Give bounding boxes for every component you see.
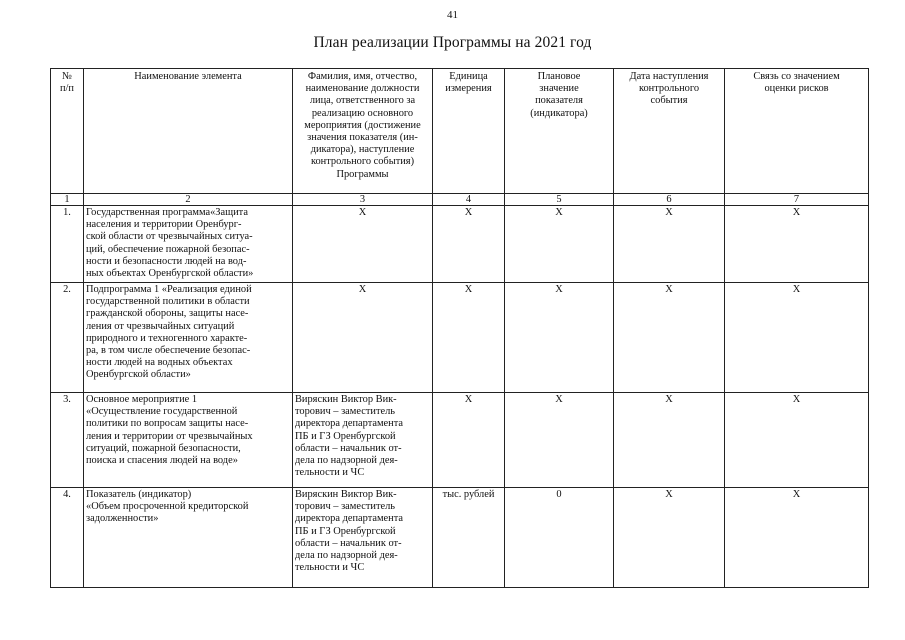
control-event-date: Х	[614, 283, 725, 393]
table-row	[51, 393, 869, 488]
column-number: 3	[293, 194, 433, 206]
control-event-date: Х	[614, 393, 725, 488]
unit-of-measure: Х	[433, 393, 505, 488]
header-element-name: Наименование элемента	[84, 69, 293, 194]
column-number: 1	[51, 194, 84, 206]
column-number: 4	[433, 194, 505, 206]
unit-of-measure: Х	[433, 206, 505, 283]
risk-link: Х	[725, 393, 869, 488]
control-event-date: Х	[614, 488, 725, 588]
table-header-row	[51, 69, 869, 194]
page-number: 41	[447, 9, 458, 21]
responsible-person: Х	[293, 283, 433, 393]
header-control-event-date: Дата наступления контрольного события	[614, 69, 725, 194]
table-row	[51, 488, 869, 588]
row-number: 2.	[51, 283, 84, 393]
risk-link: Х	[725, 206, 869, 283]
responsible-person: Виряскин Виктор Вик- торович – заместитель директора департамента ПБ и ГЗ Оренбургской области – начальник от- дела по надзорной дея- тельности и ЧС	[293, 488, 433, 588]
column-number: 5	[505, 194, 614, 206]
header-unit: Единица измерения	[433, 69, 505, 194]
planned-value: Х	[505, 393, 614, 488]
planned-value: Х	[505, 206, 614, 283]
responsible-person: Х	[293, 206, 433, 283]
column-number: 2	[84, 194, 293, 206]
page-title: План реализации Программы на 2021 год	[313, 34, 592, 51]
planned-value: Х	[505, 283, 614, 393]
table-row	[51, 206, 869, 283]
unit-of-measure: Х	[433, 283, 505, 393]
risk-link: Х	[725, 488, 869, 588]
risk-link: Х	[725, 283, 869, 393]
header-planned-value: Плановое значение показателя (индикатора)	[505, 69, 614, 194]
control-event-date: Х	[614, 206, 725, 283]
column-number: 7	[725, 194, 869, 206]
element-name: Государственная программа«Защита населения и территории Оренбург- ской области от чрезвычайных ситуа- ций, обеспечение пожарной безопас- ности и безопасности людей на вод- ных объектах Оренбургской области»	[84, 206, 293, 283]
plan-table	[50, 68, 869, 588]
row-number: 3.	[51, 393, 84, 488]
column-numbers-row	[51, 194, 869, 206]
column-number: 6	[614, 194, 725, 206]
responsible-person: Виряскин Виктор Вик- торович – заместитель директора департамента ПБ и ГЗ Оренбургской области – начальник от- дела по надзорной дея- тельности и ЧС	[293, 393, 433, 488]
header-number: № п/п	[51, 69, 84, 194]
unit-of-measure: тыс. рублей	[433, 488, 505, 588]
element-name: Показатель (индикатор) «Объем просроченной кредиторской задолженности»	[84, 488, 293, 588]
header-responsible-person: Фамилия, имя, отчество, наименование должности лица, ответственного за реализацию основного мероприятия (достижение значения показателя (ин- дикатора), наступление контрольного события) Программы	[293, 69, 433, 194]
header-risk-link: Связь со значением оценки рисков	[725, 69, 869, 194]
element-name: Подпрограмма 1 «Реализация единой государственной политики в области гражданской обороны, защиты насе- ления от чрезвычайных ситуаций природного и техногенного характе- ра, в том числе обеспечение безопас- ности людей на водных объектах Оренбургской области»	[84, 283, 293, 393]
element-name: Основное мероприятие 1 «Осуществление государственной политики по вопросам защиты насе- ления и территории от чрезвычайных ситуаций, пожарной безопасности, поиска и спасения людей на воде»	[84, 393, 293, 488]
planned-value: 0	[505, 488, 614, 588]
table-row	[51, 283, 869, 393]
row-number: 4.	[51, 488, 84, 588]
row-number: 1.	[51, 206, 84, 283]
